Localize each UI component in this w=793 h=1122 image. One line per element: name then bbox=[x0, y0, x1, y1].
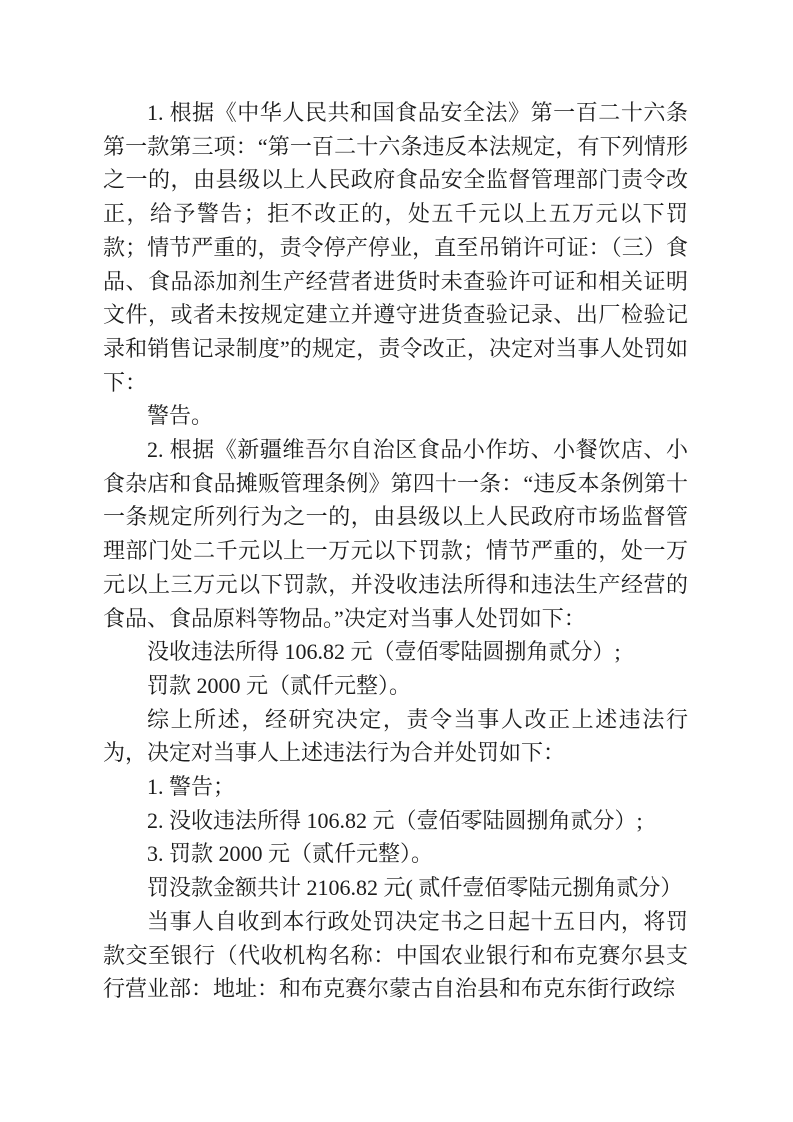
combined-decision-intro: 综上所述，经研究决定，责令当事人改正上述违法行为，决定对当事人上述违法行为合并处罚如下： bbox=[103, 706, 688, 766]
penalty-warning: 警告。 bbox=[147, 403, 214, 429]
total-amount: 罚没款金额共计 2106.82 元( 贰仟壹佰零陆元捌角贰分） bbox=[147, 875, 683, 901]
payment-instruction: 当事人自收到本行政处罚决定书之日起十五日内，将罚款交至银行（代收机构名称：中国农业银行和布克赛尔县支行营业部：地址：和布克赛尔蒙古自治县和布克东街行政综 bbox=[103, 908, 688, 1002]
penalty-confiscation: 没收违法所得 106.82 元（壹佰零陆圆捌角贰分）; bbox=[147, 639, 621, 665]
combined-penalty-1-warning: 1. 警告； bbox=[147, 774, 236, 800]
clause-xinjiang-regulation: 2. 根据《新疆维吾尔自治区食品小作坊、小餐饮店、小食杂店和食品摊贩管理条例》第四十一条：“违反本条例第十一条规定所列行为之一的，由县级以上人民政府市场监督管理部门处二千元以上一万元以下罚款；情节严重的，处一万元以上三万元以下罚款，并没收违法所得和违法生产经营的食品、食品原料等物品。”决定对当事人处罚如下： bbox=[103, 437, 688, 631]
penalty-fine: 罚款 2000 元（贰仟元整）。 bbox=[147, 672, 412, 698]
clause-food-safety-law: 1. 根据《中华人民共和国食品安全法》第一百二十六条第一款第三项：“第一百二十六条违反本法规定，有下列情形之一的，由县级以上人民政府食品安全监督管理部门责令改正，给予警告；拒不改正的，处五千元以上五万元以下罚款；情节严重的，责令停产停业，直至吊销许可证：（三）食品、食品添加剂生产经营者进货时未查验许可证和相关证明文件，或者未按规定建立并遵守进货查验记录、出厂检验记录和销售记录制度”的规定，责令改正，决定对当事人处罚如下： bbox=[103, 100, 688, 395]
combined-penalty-2-confiscation: 2. 没收违法所得 106.82 元（壹佰零陆圆捌角贰分）; bbox=[147, 807, 643, 833]
combined-penalty-3-fine: 3. 罚款 2000 元（贰仟元整）。 bbox=[147, 841, 434, 867]
